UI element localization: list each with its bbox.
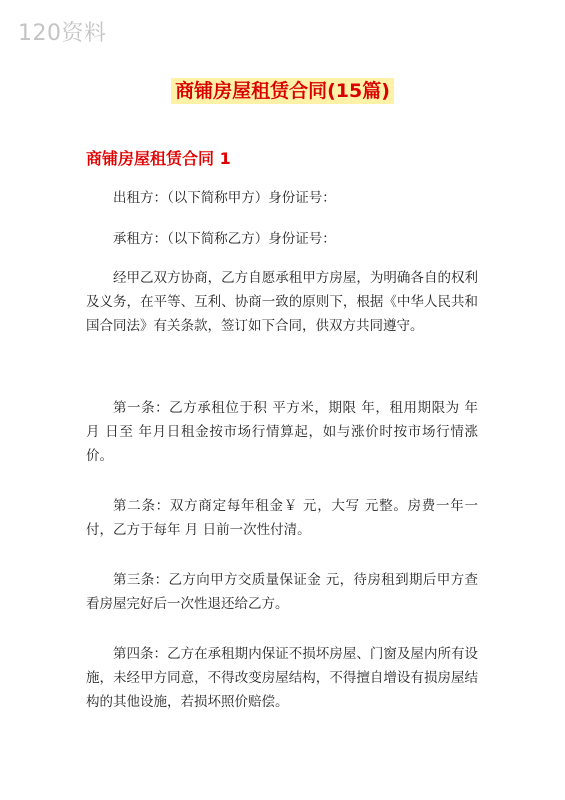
paragraph-preamble: 经甲乙双方协商，乙方自愿承租甲方房屋，为明确各自的权利及义务，在平等、互利、协商一致的原则下，根据《中华人民共和国合同法》有关条款，签订如下合同，供双方共同遵守。 (86, 270, 478, 334)
paragraph-article-2: 第二条：双方商定每年租金￥ 元，大写 元整。房费一年一付，乙方于每年 月 日前一次性付清。 (86, 498, 478, 538)
document-title-text: 商铺房屋租赁合同(15篇) (171, 78, 394, 104)
paragraph-article-4: 第四条：乙方在承租期内保证不损坏房屋、门窗及屋内所有设施，未经甲方同意，不得改变房屋结构，不得擅自增设有损房屋结构的其他设施，若损坏照价赔偿。 (86, 646, 478, 710)
document-title (0, 76, 565, 103)
section-heading: 商铺房屋租赁合同 1 (86, 149, 231, 168)
paragraph-lessee: 承租方：（以下简称乙方）身份证号： (113, 231, 336, 247)
watermark-logo: 120资料 (18, 21, 107, 46)
paragraph-article-1: 第一条：乙方承租位于积 平方米，期限 年，租用期限为 年 月 日至 年月日租金按市场行情算起，如与涨价时按市场行情涨价。 (86, 400, 478, 464)
paragraph-article-3: 第三条：乙方向甲方交质量保证金 元，待房租到期后甲方查看房屋完好后一次性退还给乙方。 (86, 572, 478, 612)
paragraph-lessor: 出租方：（以下简称甲方）身份证号： (113, 190, 336, 206)
